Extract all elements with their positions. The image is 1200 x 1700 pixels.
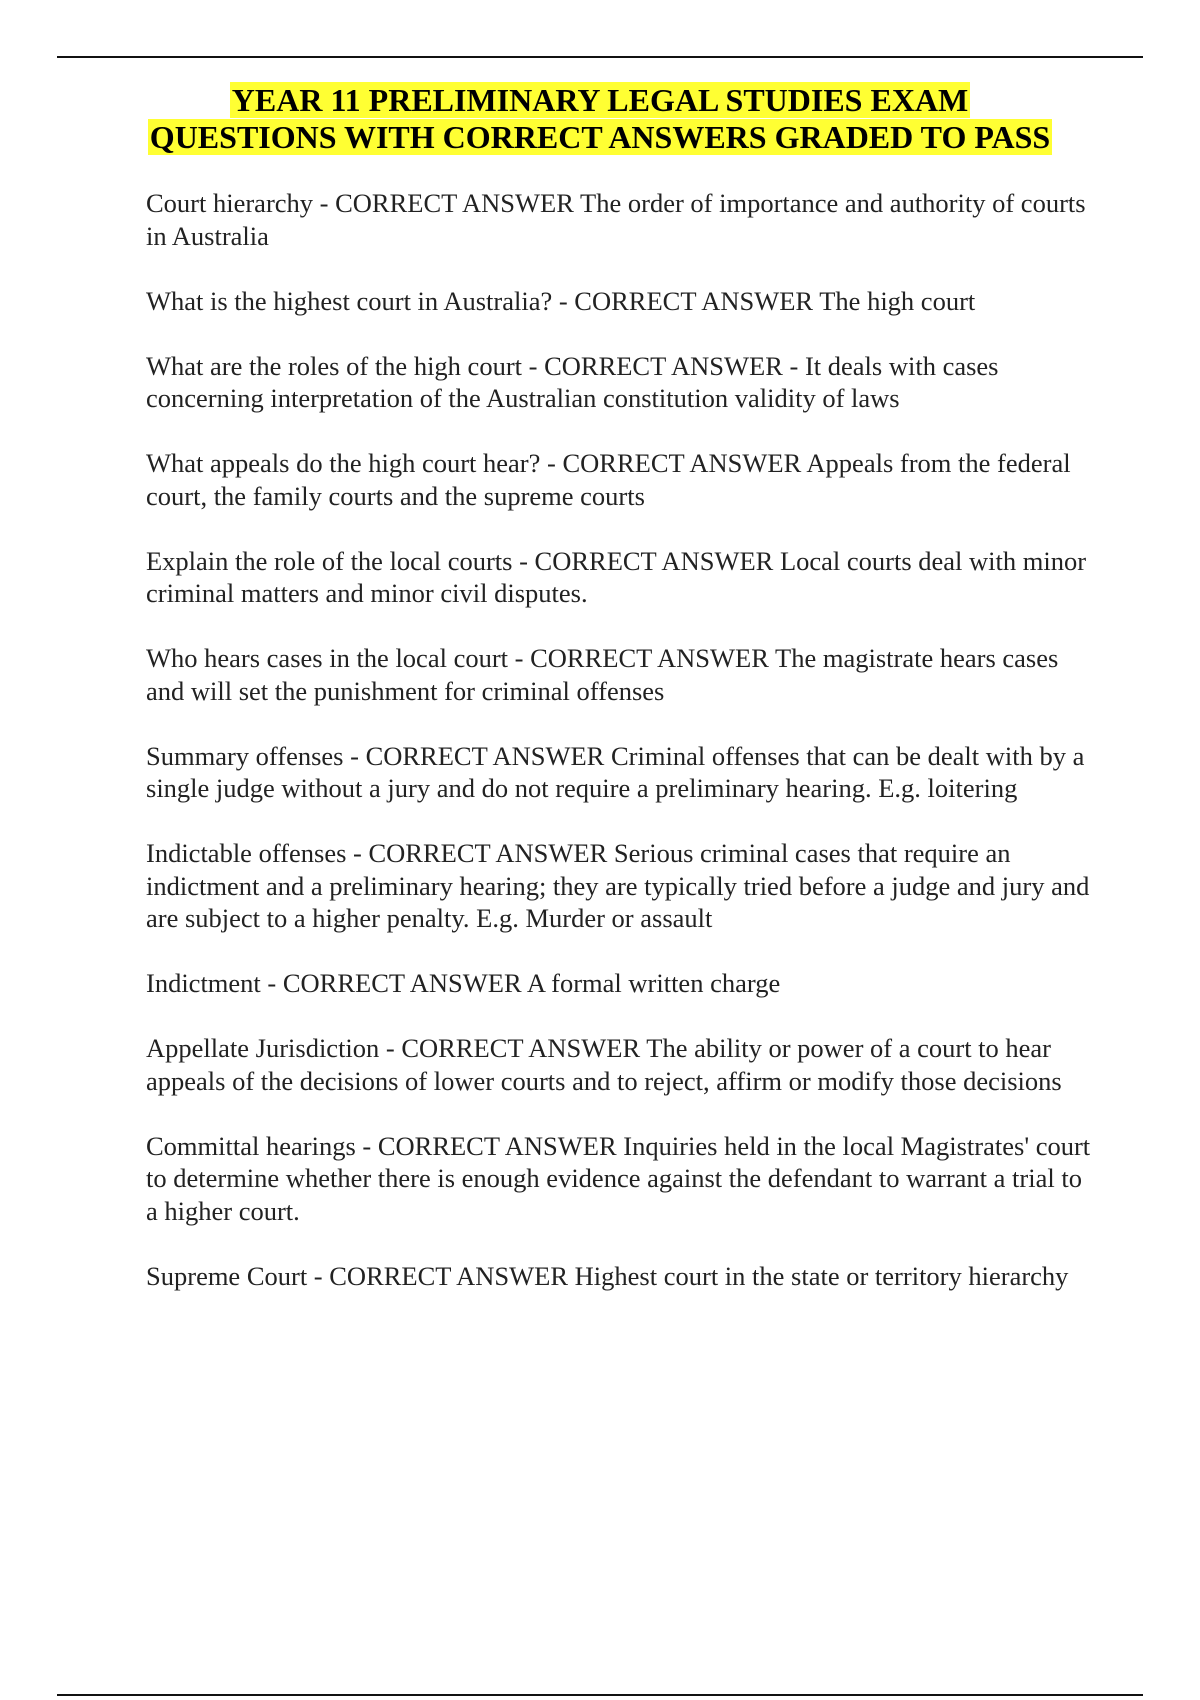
document-title — [57, 82, 1143, 156]
title-line-1: YEAR 11 PRELIMINARY LEGAL STUDIES EXAM — [231, 82, 969, 118]
qa-list — [146, 187, 1096, 1325]
qa-entry-high-court-roles: What are the roles of the high court - CORRECT ANSWER - It deals with cases concerning interpretation of the Australian constitution validity of laws — [146, 350, 999, 413]
qa-entry-supreme-court: Supreme Court - CORRECT ANSWER Highest court in the state or territory hierarchy — [146, 1260, 1069, 1291]
qa-entry-high-court-appeals: What appeals do the high court hear? - CORRECT ANSWER Appeals from the federal court, the family courts and the supreme courts — [146, 448, 1071, 511]
qa-entry-local-court-hearer: Who hears cases in the local court - CORRECT ANSWER The magistrate hears cases and will set the punishment for criminal offenses — [146, 643, 1059, 706]
qa-entry-appellate-jurisdiction: Appellate Jurisdiction - CORRECT ANSWER The ability or power of a court to hear appeals of the decisions of lower courts and to reject, affirm or modify those decisions — [146, 1033, 1062, 1096]
qa-entry-court-hierarchy: Court hierarchy - CORRECT ANSWER The order of importance and authority of courts in Australia — [146, 188, 1086, 251]
bottom-rule — [57, 1694, 1143, 1696]
qa-entry-local-courts-role: Explain the role of the local courts - CORRECT ANSWER Local courts deal with minor criminal matters and minor civil disputes. — [146, 545, 1087, 608]
qa-entry-indictment: Indictment - CORRECT ANSWER A formal written charge — [146, 968, 781, 998]
qa-entry-summary-offenses: Summary offenses - CORRECT ANSWER Criminal offenses that can be dealt with by a single judge without a jury and do not require a preliminary hearing. E.g. loitering — [146, 740, 1085, 803]
title-line-2: QUESTIONS WITH CORRECT ANSWERS GRADED TO PASS — [149, 119, 1051, 155]
qa-entry-committal-hearings: Committal hearings - CORRECT ANSWER Inquiries held in the local Magistrates' court to determine whether there is enough evidence against the defendant to warrant a trial to a higher court. — [146, 1130, 1091, 1226]
qa-entry-indictable-offenses: Indictable offenses - CORRECT ANSWER Serious criminal cases that require an indictment and a preliminary hearing; they are typically tried before a judge and jury and are subject to a higher penalty. E.g. Murder or assault — [146, 838, 1090, 933]
top-rule — [57, 56, 1143, 58]
qa-entry-highest-court: What is the highest court in Australia? - CORRECT ANSWER The high court — [146, 285, 976, 316]
